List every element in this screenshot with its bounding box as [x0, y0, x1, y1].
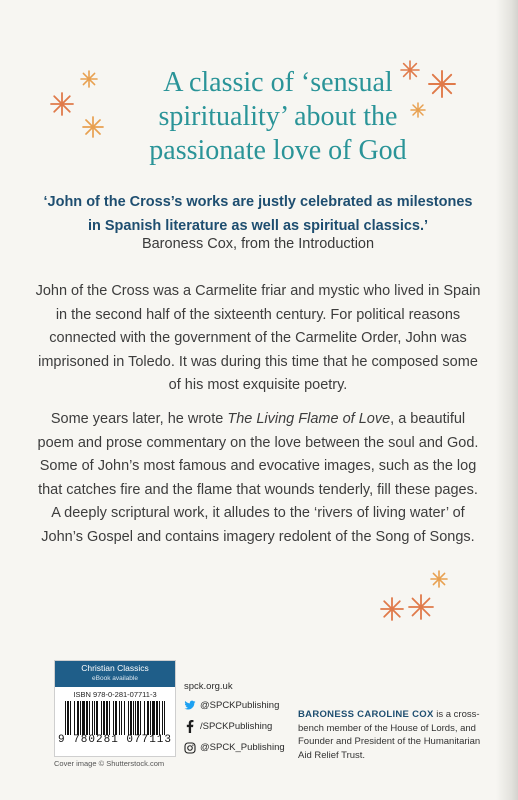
description-paragraph-1: John of the Cross was a Carmelite friar and mystic who lived in Spain in the second half of the sixteenth century. For political reasons connected with the government of the Carmelite Order, John was imprisoned in Toledo. It was during this time that he composed some of his most exquisite poetry. [35, 283, 481, 393]
barcode-bar [74, 701, 75, 735]
barcode-bar [96, 701, 98, 735]
instagram-handle: @SPCK_Publishing [200, 742, 285, 753]
barcode-bar [115, 701, 117, 735]
barcode-bar [113, 701, 114, 735]
barcode-bars [63, 701, 167, 735]
barcode-bar [130, 701, 132, 735]
barcode-bar [94, 701, 95, 735]
description-paragraph-2 [32, 408, 484, 549]
barcode-bar [86, 701, 88, 735]
barcode-bar [162, 701, 163, 735]
star-icon [428, 70, 456, 98]
barcode-bar [101, 701, 102, 735]
barcode-bar [128, 701, 129, 735]
barcode-bar [80, 701, 81, 735]
ebook-label: eBook available [92, 675, 138, 682]
barcode-bar [135, 701, 136, 735]
barcode-bar [67, 701, 69, 735]
barcode-bar [65, 701, 66, 735]
author-bio-text: is a cross-bench member of the House of Lords, and Founder and President of the Humanitarian Aid Relief Trust. [298, 709, 481, 761]
barcode-bar [82, 701, 85, 735]
barcode-header [55, 661, 175, 687]
barcode-bar [89, 701, 90, 735]
star-icon [380, 597, 404, 621]
barcode-box [54, 660, 176, 757]
barcode-number: 9 780281 077113 [57, 734, 173, 746]
barcode-bar [103, 701, 105, 735]
author-name: BARONESS CAROLINE COX [298, 709, 434, 720]
barcode-bar [109, 701, 110, 735]
barcode-bar [140, 701, 141, 735]
barcode-bar [137, 701, 139, 735]
author-bio [298, 708, 490, 762]
barcode-bar [92, 701, 93, 735]
twitter-handle: @SPCKPublishing [200, 700, 280, 711]
barcode-bar [106, 701, 108, 735]
barcode-bar [124, 701, 125, 735]
star-icon [430, 570, 448, 588]
barcode-bar [119, 701, 120, 735]
twitter-row[interactable] [184, 695, 285, 716]
barcode-bar [164, 701, 165, 735]
star-icon [82, 116, 104, 138]
para2-rest: , a beautiful poem and prose commentary on the love between the soul and God. Some of John’s most famous and evocative images, such as the log that catches fire and the flame that wounds tenderly, fill these pages. A deeply scriptural work, it alludes to the ‘rivers of living water’ of John’s Gospel and contains imagery redolent of the Song of Songs. [37, 411, 479, 545]
cover-credit: Cover image © Shutterstock.com [54, 759, 165, 768]
barcode-bar [70, 701, 71, 735]
star-icon [408, 594, 434, 620]
barcode-bar [147, 701, 149, 735]
barcode-bar [144, 701, 145, 735]
quote-attribution: Baroness Cox, from the Introduction [141, 236, 375, 252]
headline: A classic of ‘sensual spirituality’ about the passionate love of God [149, 67, 407, 166]
barcode-bar [150, 701, 151, 735]
instagram-row[interactable] [184, 737, 285, 758]
barcode-bar [77, 701, 79, 735]
category-label: Christian Classics [81, 663, 149, 673]
website-link[interactable]: spck.org.uk [184, 680, 233, 692]
pull-quote: ‘John of the Cross’s works are justly celebrated as milestones in Spanish literature as well as spiritual classics.’ [43, 194, 473, 234]
barcode-bar [159, 701, 160, 735]
facebook-icon [184, 721, 196, 733]
spine-edge [496, 0, 518, 800]
twitter-icon [184, 700, 196, 712]
facebook-handle: /SPCKPublishing [200, 721, 273, 732]
social-links [184, 677, 285, 758]
barcode-bar [156, 701, 158, 735]
barcode-bar [133, 701, 134, 735]
star-icon [50, 92, 74, 116]
isbn-text: ISBN 978-0-281-07711-3 [73, 690, 157, 699]
facebook-row[interactable] [184, 716, 285, 737]
instagram-icon [184, 742, 196, 754]
star-icon [80, 70, 98, 88]
barcode-bar [152, 701, 155, 735]
book-title: The Living Flame of Love [227, 411, 391, 427]
para2-lead: Some years later, he wrote [50, 411, 228, 427]
barcode-bar [121, 701, 122, 735]
